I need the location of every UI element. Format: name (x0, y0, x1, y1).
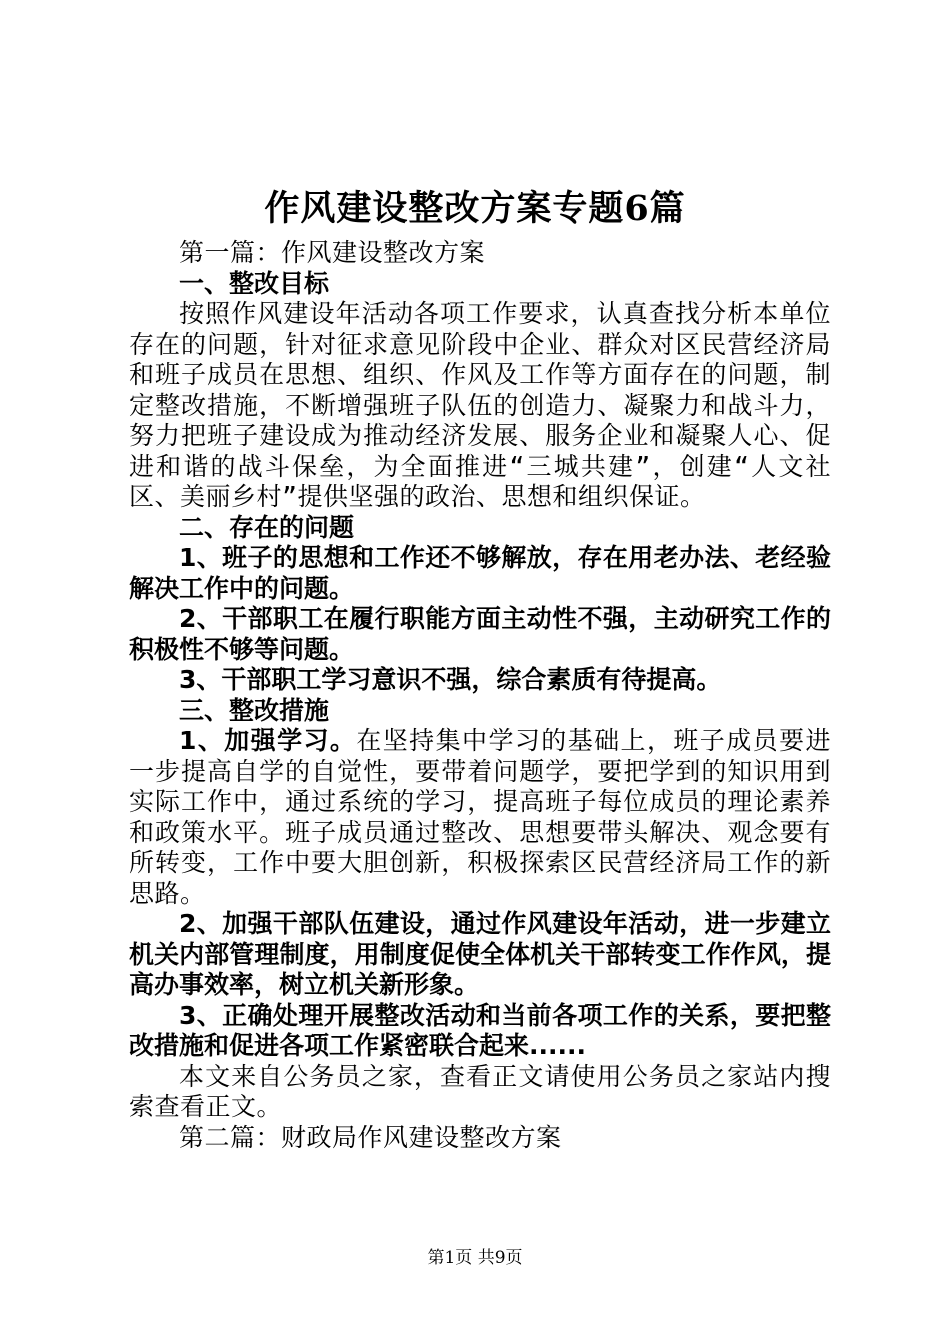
heading-rectification-measures: 三、整改措施 (179, 695, 330, 725)
page-number-footer: 第1页 共9页 (427, 1248, 523, 1268)
document-title: 作风建设整改方案专题6篇 (264, 188, 686, 229)
problem-item-3: 3、干部职工学习意识不强，综合素质有待提高。 (179, 665, 722, 694)
paragraph-goals: 按照作风建设年活动各项工作要求，认真查找分析本单位存在的问题，针对征求意见阶段中企业、群众对区民营经济局和班子成员在思想、组织、作风及工作等方面存在的问题，制定整改措施，不断增强班子队伍的创造力、凝聚力和战斗力，努力把班子建设成为推动经济发展、服务企业和凝聚人心、促进和谐的战斗保垒，为全面推进“三城共建”，创建“人文社区、美丽乡村”提供坚强的政治、思想和组织保证。 (129, 299, 831, 511)
measure-item-1-text: 在坚持集中学习的基础上，班子成员要进一步提高自学的自觉性，要带着问题学，要把学到的知识用到实际工作中，通过系统的学习，提高班子每位成员的理论素养和政策水平。班子成员通过整改、思想要带头解决、观念要有所转变，工作中要大胆创新，积极探索区民营经济局工作的新思路。 (129, 726, 831, 908)
measure-item-3: 3、正确处理开展整改活动和当前各项工作的关系，要把整改措施和促进各项工作紧密联合起来...... (129, 1000, 831, 1060)
problem-item-1: 1、班子的思想和工作还不够解放，存在用老办法、老经验解决工作中的问题。 (129, 543, 831, 603)
problem-item-2: 2、干部职工在履行职能方面主动性不强，主动研究工作的积极性不够等问题。 (129, 604, 831, 664)
heading-rectification-goals: 一、整改目标 (179, 268, 330, 298)
section-heading-part-one: 第一篇：作风建设整改方案 (179, 238, 486, 267)
measure-item-2: 2、加强干部队伍建设，通过作风建设年活动，进一步建立机关内部管理制度，用制度促使全体机关干部转变工作作风，提高办事效率，树立机关新形象。 (129, 909, 831, 999)
section-heading-part-two: 第二篇：财政局作风建设整改方案 (179, 1122, 562, 1152)
measure-item-1-lead: 1、加强学习。 (179, 726, 357, 755)
document-body (129, 238, 831, 1153)
measure-item-1 (129, 726, 831, 909)
source-note: 本文来自公务员之家，查看正文请使用公务员之家站内搜索查看正文。 (129, 1061, 831, 1121)
heading-existing-problems: 二、存在的问题 (179, 512, 355, 542)
